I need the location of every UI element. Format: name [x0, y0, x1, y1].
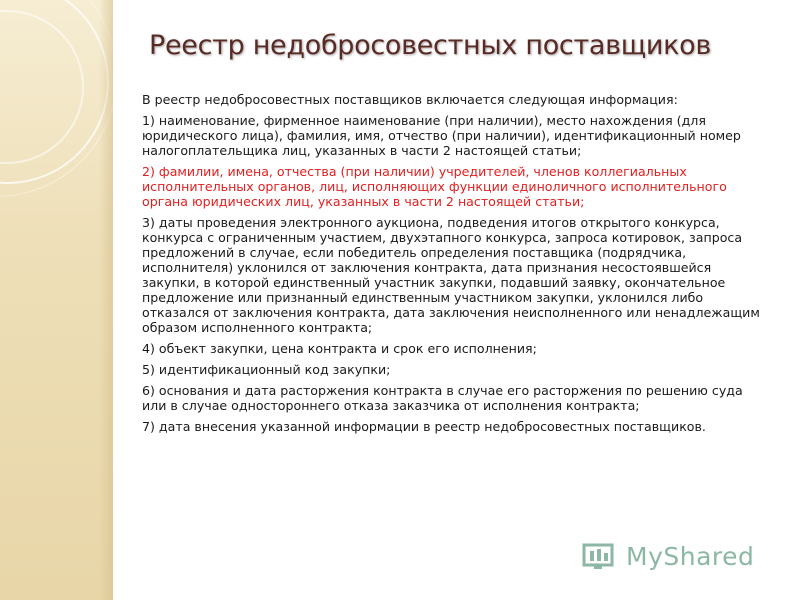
intro-text: В реестр недобросовестных поставщиков включается следующая информация: [142, 92, 678, 107]
list-item: 7) дата внесения указанной информации в реестр недобросовестных поставщиков. [142, 419, 706, 434]
slide-body [142, 92, 767, 440]
list-item: 3) даты проведения электронного аукциона, подведения итогов открытого конкурса, конкурса с ограниченным участием, двухэтапного конкурса, запроса котировок, запроса предложений в случае, если победитель определения поставщика (подрядчика, исполнителя) уклонился от заключения контракта, дата признания несостоявшейся закупки, в которой единственный участник закупки, подавший заявку, окончательное предложение или признанный единственным участником закупки, уклонился либо отказался от заключения контракта, дата заключения неисполненного или ненадлежащим образом исполненного контракта; [142, 215, 760, 335]
watermark [582, 538, 754, 574]
list-item-highlighted: 2) фамилии, имена, отчества (при наличии) учредителей, членов коллегиальных исполнительных органов, лиц, исполняющих функции единоличного исполнительного органа юридических лиц, указанных в части 2 настоящей статьи; [142, 164, 727, 209]
list-item: 6) основания и дата расторжения контракта в случае его расторжения по решению суда или в случае одностороннего отказа заказчика от исполнения контракта; [142, 383, 743, 413]
list-item: 4) объект закупки, цена контракта и срок его исполнения; [142, 341, 537, 356]
panel-shade [99, 0, 113, 600]
myshared-logo-icon [582, 539, 622, 573]
watermark-text: MyShared [626, 541, 755, 571]
list-item: 1) наименование, фирменное наименование (при наличии), место нахождения (для юридического лица), фамилия, имя, отчество (при наличии), идентификационный номер налогоплательщика лиц, указанных в части 2 настоящей статьи; [142, 113, 741, 158]
slide-title: Реестр недобросовестных поставщиков [149, 30, 711, 61]
list-item: 5) идентификационный код закупки; [142, 362, 391, 377]
decorative-side-panel [0, 0, 113, 600]
